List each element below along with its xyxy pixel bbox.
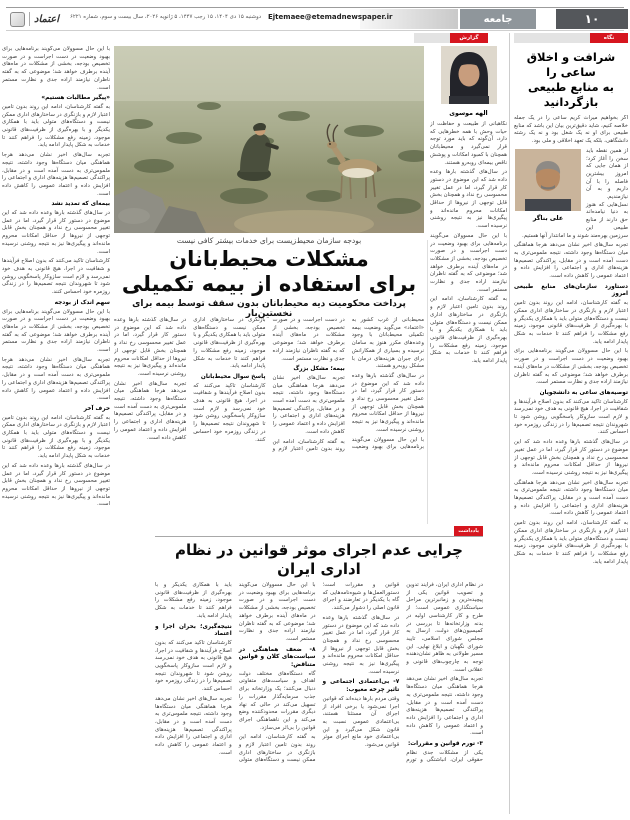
- left-text-column: [2, 46, 110, 814]
- paragraph: نگاهبانی از طبیعت و حفاظت از حیات وحش با همه خطرهایی که دارد، آن‌گونه که باید مورد توجه قرار نمی‌گیرد و محیط‌بانان همچنان با کمبود امکانات و پوشش ناقص بیمه‌ای روبه‌رو هستند.: [430, 121, 507, 166]
- report-author-photo: [440, 46, 498, 108]
- paragraph: از همین نقطه باید سخن را آغاز کرد؛ از همان جایی که امروز بیشترین فاصله را با آن داریم و به آن نیازمندیم. نسل‌هایی که هنوز به دنیا نیامده‌اند حق دارند از منابع طبیعی این سرزمین بهره‌مند شوند و ما امانتدار آنها هستیم.: [521, 147, 628, 239]
- negah-title-line1: شرافت و اخلاق ساعی را: [526, 50, 616, 79]
- paragraph: در نظام اداری ایران، فرآیند تدوین و تصویب قوانین یکی از پیچیده‌ترین و زمانبرترین مراحل سیاستگذاری عمومی است؛ از طرح و کار کارشناسی اولیه در بدنه وزارتخانه‌ها تا بررسی در کمیسیون‌های دولت، ارسال به مجلس شورای اسلامی، تایید شورای نگهبان و ابلاغ نهایی. این مسیر طولانی به ظاهر نشان‌دهنده توجه به چارچوب‌های قانونی و عقلانی است.: [406, 582, 483, 673]
- paragraph: با این حال مسوولان می‌گویند برنامه‌هایی برای بهبود وضعیت در دست اجراست و در صورت تخصیص بودجه، بخشی از مشکلات در ماه‌های آینده برطرف خواهد شد؛ موضوعی که به گفته ناظران نیازمند اراده جدی و نظارت مستمر است.: [430, 232, 507, 293]
- paragraph: با این حال مسوولان می‌گویند برنامه‌هایی برای بهبود وضعیت در دست اجراست و در صورت تخصیص بودجه، بخشی از مشکلات در ماه‌های آینده برطرف خواهد شد؛ موضوعی که به گفته ناظران نیازمند اراده جدی و نظارت مستمر است.: [2, 46, 110, 91]
- main-headline-line1: مشکلات محیط‌بانان: [169, 247, 369, 271]
- header-bottom-rule: [6, 30, 624, 31]
- paragraph: در سال‌های گذشته بارها وعده داده شد که این موضوع در دستور کار قرار گیرد، اما در عمل تغییر محسوسی رخ نداد و همچنان بخش قابل توجهی از نیروها از حداقل امکانات محروم مانده‌اند و پیگیری‌ها نیز به نتیجه روشنی نرسیده است.: [514, 439, 628, 476]
- subhead: دستاورد سازمان‌های منابع طبیعی امروز: [514, 283, 628, 298]
- note-header-rule: [155, 524, 483, 537]
- paragraph: تجربه سال‌های اخیر نشان می‌دهد هرجا هماهنگی میان دستگاه‌ها وجود داشته، نتیجه ملموس‌تری به دست آمده است و در مقابل، پراکندگی تصمیم‌ها هزینه‌های اداری و اجتماعی را افزایش داده و اعتماد عمومی را کاهش داده است.: [155, 695, 232, 756]
- subhead: «پیگیر مطالبات هستیم»: [41, 95, 110, 102]
- logo-icon: [10, 12, 25, 27]
- main-photo: [114, 46, 424, 233]
- report-section-strip: [414, 33, 488, 43]
- paragraph: کارشناسان تاکید می‌کنند که بدون اصلاح فرآیندها و شفافیت در اجرا، هیچ قانونی به هدف خود نمی‌رسد و لازم است سازوکار پاسخگویی روشن شود تا شهروندان نتیجه تصمیم‌ها را در زندگی روزمره خود احساس کنند.: [514, 398, 628, 436]
- main-subtitle: پرداخت محکومیت دیه محیط‌بانان بدون سقف توسط بیمه برای نخستین‌بار: [132, 299, 406, 319]
- note-title: چرایی عدم اجرای موثر قوانین در نظام اداری ایران: [175, 541, 463, 578]
- negah-section-strip: [514, 33, 628, 43]
- paragraph: در سال‌های گذشته بارها وعده داده شد که این موضوع در دستور کار قرار گیرد، اما در عمل تغییر محسوسی رخ نداد و همچنان بخش قابل توجهی از نیروها از حداقل امکانات محروم مانده‌اند و پیگیری‌ها نیز به نتیجه روشنی نرسیده است.: [114, 317, 187, 377]
- paragraph: تجربه سال‌های اخیر نشان می‌دهد هرجا هماهنگی میان دستگاه‌ها وجود داشته، نتیجه ملموس‌تری به دست آمده است و در مقابل، پراکندگی تصمیم‌ها هزینه‌های اداری و اجتماعی را افزایش داده و اعتماد عمومی را کاهش داده است.: [514, 479, 628, 517]
- report-badge: گزارش: [450, 33, 488, 43]
- report-author-name: الهه موسوی: [449, 110, 488, 117]
- man-portrait: [515, 149, 581, 211]
- note-badge: یادداشت: [454, 526, 483, 536]
- header-top-rule: [6, 7, 624, 8]
- negah-author-photo: [514, 149, 582, 223]
- paragraph: به گفته کارشناسان، ادامه این روند بدون تامین اعتبار لازم و بازنگری در ساختارهای اداری ممکن نیست و دستگاه‌های متولی باید با همکاری یکدیگر و با بهره‌گیری از ظرفیت‌های قانونی موجود، زمینه رفع مشکلات را فراهم کنند تا خدمات به شکل پایدار ادامه یابد.: [430, 296, 507, 365]
- paragraph: در سال‌های گذشته بارها وعده داده شد که این موضوع در دستور کار قرار گیرد، اما در عمل تغییر محسوسی رخ نداد و همچنان بخش قابل توجهی از نیروها از حداقل امکانات محروم مانده‌اند و پیگیری‌ها نیز به نتیجه روشنی نرسیده است.: [351, 372, 424, 433]
- paragraph: وقتی مردم بارها دیده‌اند که قوانین اجرا نمی‌شود یا برخی افراد از اجرای آن مستثنا هستند، بی‌اعتمادی عمومی نسبت به قانون شکل می‌گیرد و این بی‌اعتمادی خود مانع اجرای موثر قوانین می‌شود.: [322, 695, 400, 749]
- page-number: ۱۰: [556, 9, 628, 29]
- negah-title-line2: به منابع طبیعی بازگردانید: [528, 80, 614, 109]
- column-divider: [509, 33, 510, 814]
- paragraph: تجربه سال‌های اخیر نشان می‌دهد هرجا هماهنگی میان دستگاه‌ها وجود داشته، نتیجه ملموس‌تری به دست آمده است و در مقابل، پراکندگی تصمیم‌ها هزینه‌های اداری و اجتماعی را افزایش داده و اعتماد عمومی را کاهش داده است.: [272, 374, 345, 435]
- negah-column: [514, 48, 628, 814]
- paragraph: گاه دستگاه‌های مختلف دولت اهداف و سیاست‌های متفاوتی دنبال می‌کنند؛ یک وزارتخانه برای جذب سرمایه‌گذار مقررات را تسهیل می‌کند در حالی که نهاد دیگری مقررات محدودکننده وضع می‌کند و این ناهماهنگی اجرای قوانین را بی‌اثر می‌سازد.: [238, 670, 316, 731]
- paragraph: در سال‌های گذشته بارها وعده داده شد که این موضوع در دستور کار قرار گیرد، اما در عمل تغییر محسوسی رخ نداد و همچنان بخش قابل توجهی از نیروها از حداقل امکانات محروم مانده‌اند و پیگیری‌ها نیز به نتیجه روشنی نرسیده است.: [2, 462, 110, 508]
- paragraph: محیط‌بانی از غرب کشور به «اعتماد» می‌گوید وضعیت بیمه تکمیلی محیط‌بانان با وجود وعده‌های مکرر هنوز به سامان نرسیده و بسیاری از همکارانش برای جبران هزینه‌های درمان با مشکل روبه‌رو هستند.: [351, 317, 424, 370]
- main-kicker: بودجه سازمان محیط‌زیست برای خدمات بیشتر کافی نیست: [176, 236, 362, 245]
- subhead: حرف آخر: [83, 405, 110, 412]
- paragraph: اگر بخواهیم میراث کریم ساعی را در یک جمله خلاصه کنیم، شاید دقیق‌ترین بیان این باشد که منابع طبیعی برای او نه یک شغل بود و نه یک رشته دانشگاهی، بلکه یک تعهد اخلاقی و ملی بود.: [514, 115, 628, 145]
- subhead: ۸- ضعف هماهنگی در سیاست‌های کلان و قوانین متناقض:: [238, 646, 316, 669]
- note-body: [155, 582, 483, 820]
- newspaper-logo: [10, 10, 59, 28]
- main-headline: [114, 247, 424, 297]
- newspaper-email: Ejtemaee@etemadnewspaper.ir: [268, 13, 393, 21]
- paragraph: با این حال مسوولان می‌گویند برنامه‌هایی برای بهبود وضعیت در دست اجراست و در صورت تخصیص بودجه، بخشی از مشکلات در ماه‌های آینده برطرف خواهد شد؛ موضوعی که به گفته ناظران نیازمند اراده جدی و نظارت مستمر است.: [2, 308, 110, 354]
- report-author-column: [430, 46, 507, 524]
- negah-badge: نگاه: [590, 33, 628, 43]
- subhead: نتیجه‌گیری؛ بحران اجرا و اعتماد: [155, 623, 232, 638]
- paragraph: کارشناسان تاکید می‌کنند که بدون اصلاح فرآیندها و شفافیت در اجرا، هیچ قانونی به هدف خود نمی‌رسد و لازم است سازوکار پاسخگویی روشن شود تا شهروندان نتیجه تصمیم‌ها را در زندگی روزمره خود احساس کنند.: [2, 258, 110, 296]
- paragraph: به گفته کارشناسان، ادامه این روند بدون تامین اعتبار لازم و بازنگری در ساختارهای اداری ممکن نیست و دستگاه‌های متولی باید با همکاری یکدیگر و با بهره‌گیری از ظرفیت‌های قانونی موجود، زمینه رفع مشکلات را فراهم کنند تا خدمات به شکل پایدار ادامه یابد.: [193, 317, 345, 453]
- negah-author-name: علی بناگر: [532, 214, 564, 222]
- logo-wordmark: اعتماد: [34, 13, 60, 25]
- main-article-body: [114, 317, 424, 524]
- paragraph: در سال‌های گذشته بارها وعده داده شد که این موضوع در دستور کار قرار گیرد، اما در عمل تغییر محسوسی رخ نداد و همچنان بخش قابل توجهی از نیروها از حداقل امکانات محروم مانده‌اند و پیگیری‌ها نیز به نتیجه روشنی نرسیده است.: [2, 210, 110, 255]
- column-divider-light: [427, 240, 428, 524]
- paragraph: به گفته کارشناسان، ادامه این روند بدون تامین اعتبار لازم و بازنگری در ساختارهای اداری ممکن نیست و دستگاه‌های متولی باید با همکاری یکدیگر و با بهره‌گیری از ظرفیت‌های قانونی موجود، زمینه رفع مشکلات را فراهم کنند تا خدمات به شکل پایدار ادامه یابد.: [2, 103, 110, 149]
- paragraph: با این حال مسوولان می‌گویند برنامه‌هایی برای بهبود وضعیت در دست اجراست و در صورت تخصیص بودجه، بخشی از مشکلات در ماه‌های آینده برطرف خواهد شد؛ موضوعی که به گفته ناظران نیازمند اراده جدی و نظارت مستمر است.: [238, 582, 316, 642]
- hazy-band: [114, 46, 424, 101]
- paragraph: تجربه سال‌های اخیر نشان می‌دهد هرجا هماهنگی میان دستگاه‌ها وجود داشته، نتیجه ملموس‌تری به دست آمده است و در مقابل، پراکندگی تصمیم‌ها هزینه‌های اداری و اجتماعی را افزایش داده و اعتماد عمومی را کاهش داده است.: [2, 356, 110, 402]
- subhead: بیمه؛ مشکل بزرگ: [293, 366, 345, 373]
- negah-strip-bar: [514, 33, 590, 43]
- logo-separator: [29, 12, 30, 26]
- woman-portrait: [441, 46, 497, 104]
- paragraph: در سال‌های گذشته بارها وعده داده شد که این موضوع در دستور کار قرار گیرد، اما در عمل تغییر محسوسی رخ نداد و همچنان بخش قابل توجهی از نیروها از حداقل امکانات محروم مانده‌اند و پیگیری‌ها نیز به نتیجه روشنی نرسیده است.: [322, 614, 400, 675]
- paragraph: کارشناسان تاکید می‌کنند که بدون اصلاح فرآیندها و شفافیت در اجرا، هیچ قانونی به هدف خود نمی‌رسد و لازم است سازوکار پاسخگویی روشن شود تا شهروندان نتیجه تصمیم‌ها را در زندگی روزمره خود احساس کنند.: [193, 382, 266, 443]
- paragraph: با این حال مسوولان می‌گویند برنامه‌هایی برای بهبود وضعیت در دست اجراست و در صورت تخصیص بودجه، بخشی از مشکلات در ماه‌های آینده برطرف خواهد شد؛ موضوعی که به گفته ناظران نیازمند اراده جدی و نظارت مستمر است.: [272, 317, 424, 451]
- subhead: ۷- بی‌اعتمادی اجتماعی و تاثیر چرخه معیوب:: [322, 679, 400, 694]
- subhead: پاسخ سوال محیط‌بانان: [200, 373, 266, 380]
- report-strip-bar: [414, 33, 450, 43]
- subhead: بیمه‌ای که تمدید نشد: [51, 201, 110, 208]
- paragraph: به گفته کارشناسان، ادامه این روند بدون تامین اعتبار لازم و بازنگری در ساختارهای اداری ممکن نیست و دستگاه‌های متولی باید با همکاری یکدیگر و با بهره‌گیری از ظرفیت‌های قانونی موجود، زمینه رفع مشکلات را فراهم کنند تا خدمات به شکل پایدار ادامه یابد.: [2, 414, 110, 460]
- paragraph: تجربه سال‌های اخیر نشان می‌دهد هرجا هماهنگی میان دستگاه‌ها وجود داشته، نتیجه ملموس‌تری به دست آمده است و در مقابل، پراکندگی تصمیم‌ها هزینه‌های اداری و اجتماعی را افزایش داده و اعتماد عمومی را کاهش داده است.: [406, 676, 483, 737]
- paragraph: کارشناسان تاکید می‌کنند که بدون اصلاح فرآیندها و شفافیت در اجرا، هیچ قانونی به هدف خود نمی‌رسد و لازم است سازوکار پاسخگویی روشن شود تا شهروندان نتیجه تصمیم‌ها را در زندگی روزمره خود احساس کنند.: [155, 639, 232, 693]
- paragraph: به گفته کارشناسان، ادامه این روند بدون تامین اعتبار لازم و بازنگری در ساختارهای اداری ممکن نیست و دستگاه‌های متولی باید با همکاری یکدیگر و با بهره‌گیری از ظرفیت‌های قانونی موجود، زمینه رفع مشکلات را فراهم کنند تا خدمات به شکل پایدار ادامه یابد.: [514, 520, 628, 565]
- subhead: سهم اندک از بودجه: [54, 299, 110, 306]
- main-headline-line2: برای استفاده از بیمه تکمیلی: [121, 272, 417, 296]
- paragraph: با این حال مسوولان می‌گویند برنامه‌هایی برای بهبود وضعیت در دست اجراست و در صورت تخصیص بودجه، بخشی از مشکلات در ماه‌های آینده برطرف خواهد شد؛ موضوعی که به گفته ناظران نیازمند اراده جدی و نظارت مستمر است.: [514, 348, 628, 386]
- paragraph: تجربه سال‌های اخیر نشان می‌دهد هرجا هماهنگی میان دستگاه‌ها وجود داشته، نتیجه ملموس‌تری به دست آمده است و در مقابل، پراکندگی تصمیم‌ها هزینه‌های اداری و اجتماعی را افزایش داده و اعتماد عمومی را کاهش داده است.: [2, 152, 110, 197]
- negah-title: [514, 50, 628, 110]
- paragraph: یکی از مشکلات جدی نظام حقوقی ایران، انباشتگی و تورم قوانین و مقررات است؛ دستورالعمل‌ها و شیوه‌نامه‌هایی که گاه با یکدیگر در تعارضند و اجرای قانون اصلی را دشوار می‌کنند.: [322, 582, 483, 764]
- subhead: توصیه‌های ساعی به دانشجویان: [539, 389, 628, 396]
- date-line: دوشنبه ۱۵ دی ۱۴۰۴، ۱۵ رجب ۱۴۴۷، ۵ ژانویه ۲۰۲۶، سال بیست و سوم، شماره ۶۲۲۱: [70, 14, 262, 20]
- paragraph: در سال‌های گذشته بارها وعده داده شد که این موضوع در دستور کار قرار گیرد، اما در عمل تغییر محسوسی رخ نداد و همچنان بخش قابل توجهی از نیروها از حداقل امکانات محروم مانده‌اند و پیگیری‌ها نیز به نتیجه روشنی نرسیده است.: [430, 169, 507, 230]
- paragraph: تجربه سال‌های اخیر نشان می‌دهد هرجا هماهنگی میان دستگاه‌ها وجود داشته، نتیجه ملموس‌تری به دست آمده است و در مقابل، پراکندگی تصمیم‌ها هزینه‌های اداری و اجتماعی را افزایش داده و اعتماد عمومی را کاهش داده است.: [514, 242, 628, 280]
- main-photo-illustration: [114, 46, 424, 233]
- report-author-text: [430, 121, 507, 519]
- paragraph: به گفته کارشناسان، ادامه این روند بدون تامین اعتبار لازم و بازنگری در ساختارهای اداری ممکن نیست و دستگاه‌های متولی باید با همکاری یکدیگر و با بهره‌گیری از ظرفیت‌های قانونی موجود، زمینه رفع مشکلات را فراهم کنند تا خدمات به شکل پایدار ادامه یابد.: [155, 582, 316, 764]
- negah-text: [514, 115, 628, 820]
- note-article: [155, 524, 483, 816]
- paragraph: به گفته کارشناسان، ادامه این روند بدون تامین اعتبار لازم و بازنگری در ساختارهای اداری ممکن نیست و دستگاه‌های متولی باید با همکاری یکدیگر و با بهره‌گیری از ظرفیت‌های قانونی موجود، زمینه رفع مشکلات را فراهم کنند تا خدمات به شکل پایدار ادامه یابد.: [514, 300, 628, 345]
- subhead: ۳- تورم قوانین و مقررات:: [407, 741, 483, 748]
- paragraph: تجربه سال‌های اخیر نشان می‌دهد هرجا هماهنگی میان دستگاه‌ها وجود داشته، نتیجه ملموس‌تری به دست آمده است و در مقابل، پراکندگی تصمیم‌ها هزینه‌های اداری و اجتماعی را افزایش داده و اعتماد عمومی را کاهش داده است.: [114, 380, 187, 441]
- section-label: جامعه: [460, 9, 536, 29]
